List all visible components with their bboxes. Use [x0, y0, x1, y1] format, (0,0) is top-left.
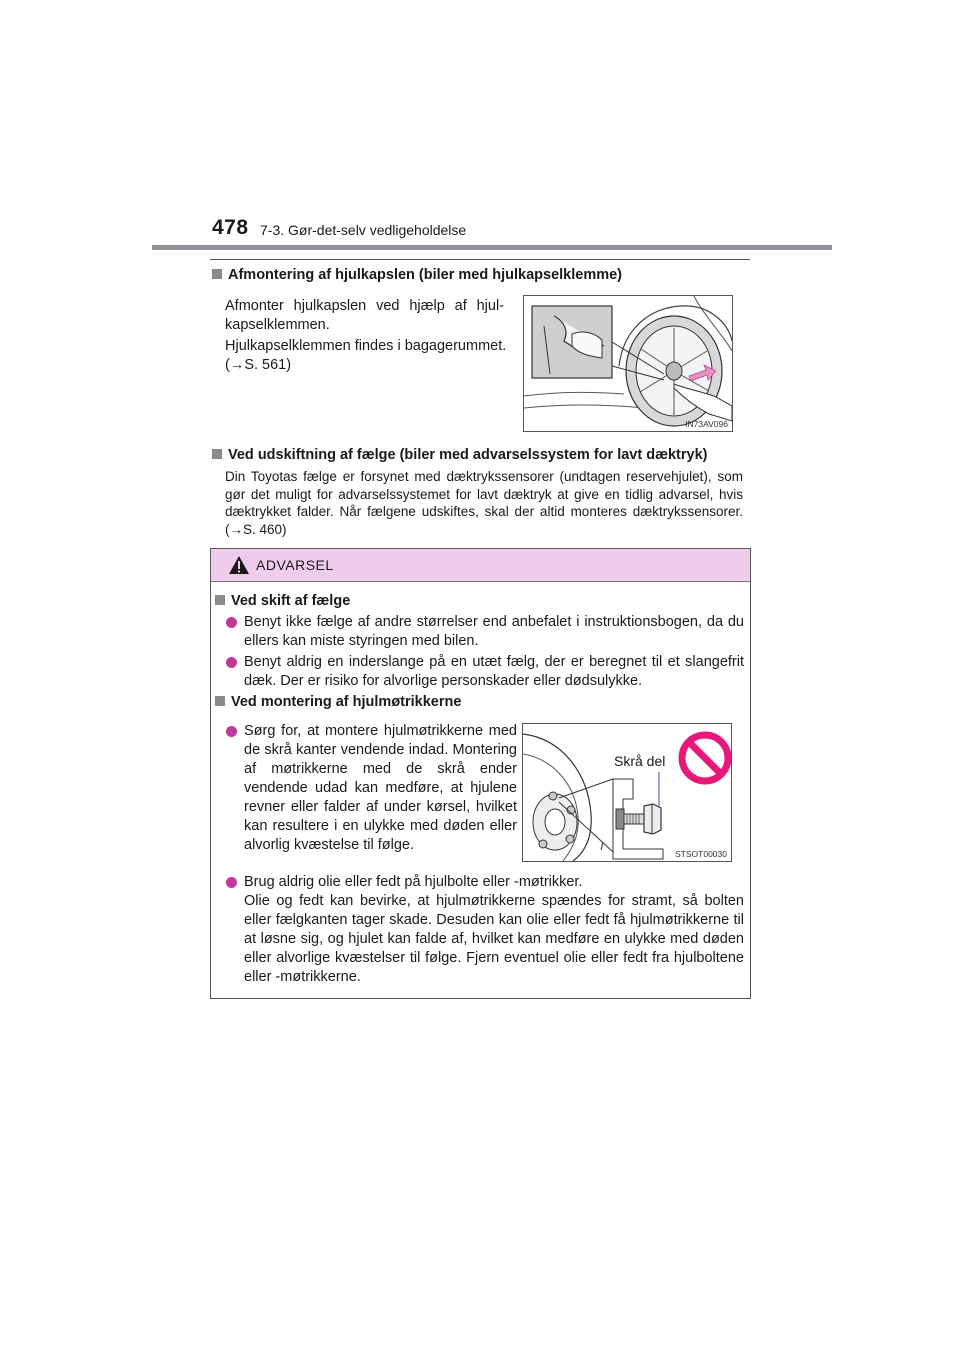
bevel-label: Skrå del [614, 753, 666, 769]
wheel-hubcap-clamp-illustration [524, 296, 732, 431]
section1-para2: Hjulkapselklemmen findes i bagagerummet. [225, 338, 507, 354]
square-bullet-icon [212, 269, 222, 279]
section1-ref: (→S. 561) [225, 357, 292, 373]
wheel-nut-figure [522, 723, 732, 862]
bullet-icon [226, 726, 237, 737]
warning-triangle-icon [228, 555, 250, 575]
bullet-icon [226, 617, 237, 628]
list-item: Benyt ikke fælge af andre størrelser end anbefalet i instruktionsbogen, da du ellers kan miste styringen med bilen. [226, 613, 744, 651]
figure-code: IN73AV096 [685, 419, 728, 429]
section1-heading: Afmontering af hjulkapslen (biler med hjulkapselklemme) [212, 267, 622, 283]
figure-code: STSOT00030 [675, 849, 727, 859]
square-bullet-icon [215, 696, 225, 706]
hubcap-removal-figure [523, 295, 733, 432]
list-item: Sørg for, at montere hjulmøtrikkerne med de skrå kanter vendende indad. Montering af møtrikkerne med de skrå ender vendende udad kan medføre, at hjulene revner eller falder af under kørsel, hvilket kan resultere i en ulykke med døden eller alvorlig kvæstelse til følge. [226, 722, 517, 855]
warning-box [210, 548, 751, 999]
warning-header [211, 549, 750, 582]
list-item: Benyt aldrig en inderslange på en utæt fælg, der er beregnet til et slangefrit dæk. Der er risiko for alvorlige personskader eller dødsulykke. [226, 653, 744, 691]
section-divider [210, 259, 750, 260]
chapter-title: 7-3. Gør-det-selv vedligeholdelse [260, 222, 467, 238]
section2-body: Din Toyotas fælge er forsynet med dæktrykssensorer (undtagen reservehjulet), som gør det muligt for advarselssystemet for lavt dæktryk at give en tidlig advarsel, hvis dæktrykket falder. Når fælgene udskiftes, skal der altid monteres dæktrykssensorer. (→S. 460) [225, 469, 743, 537]
list-item: Brug aldrig olie eller fedt på hjulbolte eller -møtrikker. Olie og fedt kan bevirke, at hjulmøtrikkerne spændes for stramt, så bolten eller fælgkanten tager skade. Desuden kan olie eller fedt få hjulmøtrikkerne til at løsne sig, og hjulet kan falde af, hvilket kan medføre en ulykke med døden eller alvorlige kvæstelser til følge. Fjern eventuel olie eller fedt fra hjulboltene eller -møtrikkerne. [226, 873, 744, 987]
section2-heading: Ved udskiftning af fælge (biler med advarselssystem for lavt dæktryk) [212, 447, 707, 463]
bullet-icon [226, 657, 237, 668]
warning-sub1-heading: Ved skift af fælge [215, 593, 350, 609]
bullet-icon [226, 877, 237, 888]
square-bullet-icon [215, 595, 225, 605]
section1-para1: Afmonter hjulkapslen ved hjælp af hjul-kapselklemmen. [225, 298, 504, 333]
header-rule [152, 245, 832, 250]
warning-title: ADVARSEL [256, 557, 334, 573]
wheel-nut-illustration [523, 724, 731, 861]
page-number: 478 [212, 216, 249, 239]
square-bullet-icon [212, 449, 222, 459]
warning-sub2-heading: Ved montering af hjulmøtrikkerne [215, 694, 461, 710]
